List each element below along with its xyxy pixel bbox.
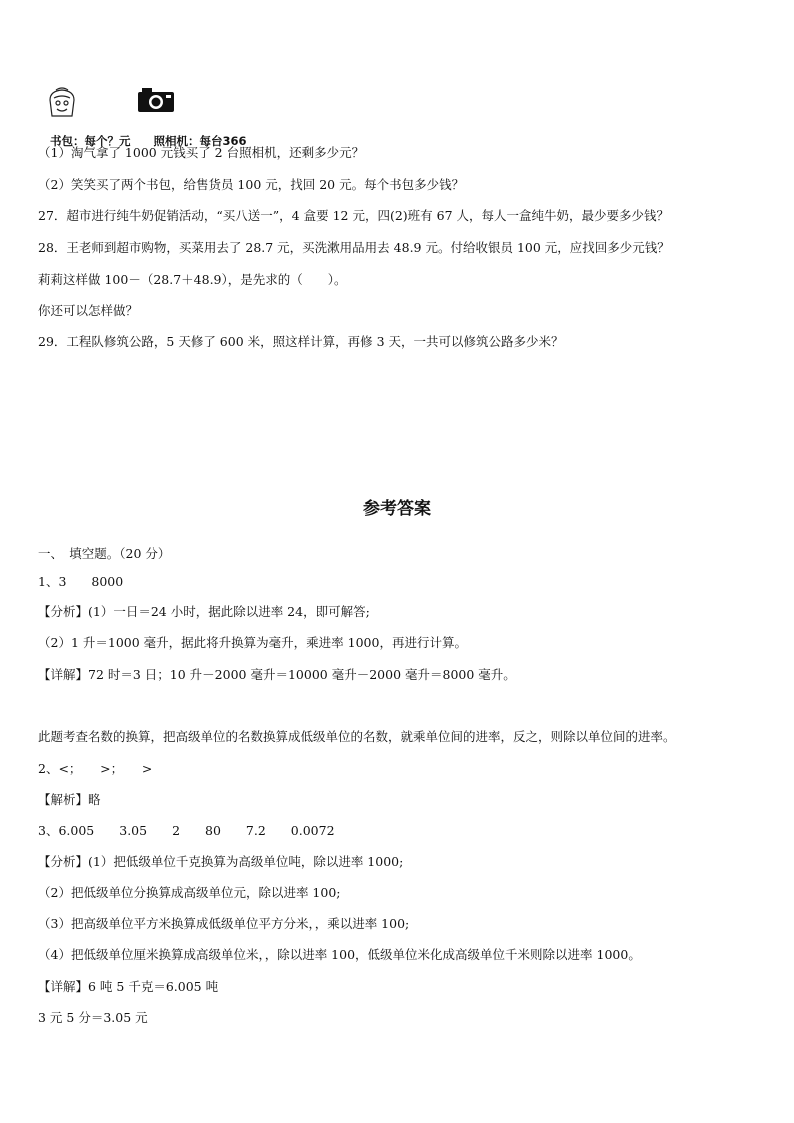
answer-line: 【解析】略: [38, 792, 101, 807]
question-line: 莉莉这样做 100－（28.7＋48.9），是先求的（ ）。: [38, 272, 347, 287]
answer-line: 2、<； >； >: [38, 761, 153, 776]
answer-line: 1、3 8000: [38, 574, 124, 589]
answer-line: （3）把高级单位平方米换算成低级单位平方分米，，乘以进率 100;: [38, 916, 410, 931]
answer-line: 【分析】(1）一日＝24 小时，据此除以进率 24，即可解答;: [38, 604, 370, 619]
answer-line: 3 元 5 分＝3.05 元: [38, 1010, 148, 1025]
question-line: 27．超市进行纯牛奶促销活动，“买八送一”，4 盒要 12 元，四(2)班有 67 人，每人一盒纯牛奶，最少要多少钱？: [38, 208, 670, 223]
camera-caption: 照相机：每台366: [153, 134, 247, 148]
question-line: （2）笑笑买了两个书包，给售货员 100 元，找回 20 元。每个书包多少钱？: [38, 177, 465, 192]
answer-line: 此题考查名数的换算，把高级单位的名数换算成低级单位的名数，就乘单位间的进率，反之，则除以单位间的进率。: [38, 729, 676, 744]
section-heading: 一、 填空题。（20 分）: [38, 546, 171, 561]
question-line: 28．王老师到超市购物，买菜用去了 28.7 元，买洗漱用品用去 48.9 元。付给收银员 100 元，应找回多少元钱？: [38, 240, 670, 255]
camera-icon: [136, 86, 176, 114]
question-line: 你还可以怎样做？: [38, 303, 139, 318]
bag-caption: 书包：每个？元: [50, 134, 131, 148]
question-line: 29．工程队修筑公路，5 天修了 600 米，照这样计算，再修 3 天，一共可以修筑公路多少米？: [38, 334, 564, 349]
answer-line: 【详解】6 吨 5 千克＝6.005 吨: [38, 979, 219, 994]
answer-line: （4）把低级单位厘米换算成高级单位米，，除以进率 100，低级单位米化成高级单位千米则除以进率 1000。: [38, 947, 641, 962]
answer-line: 【分析】(1）把低级单位千克换算为高级单位吨，除以进率 1000;: [38, 854, 404, 869]
answers-title: 参考答案: [363, 499, 431, 519]
answer-line: 【详解】72 时＝3 日；10 升－2000 毫升＝10000 毫升－2000 毫升＝8000 毫升。: [38, 667, 516, 682]
question-line: （1）淘气拿了 1000 元钱买了 2 台照相机，还剩多少元？: [38, 145, 365, 160]
answer-line: （2）1 升＝1000 毫升，据此将升换算为毫升，乘进率 1000，再进行计算。: [38, 635, 467, 650]
answer-line: （2）把低级单位分换算成高级单位元，除以进率 100;: [38, 885, 341, 900]
answer-line: 3、6.005 3.05 2 80 7.2 0.0072: [38, 823, 335, 838]
